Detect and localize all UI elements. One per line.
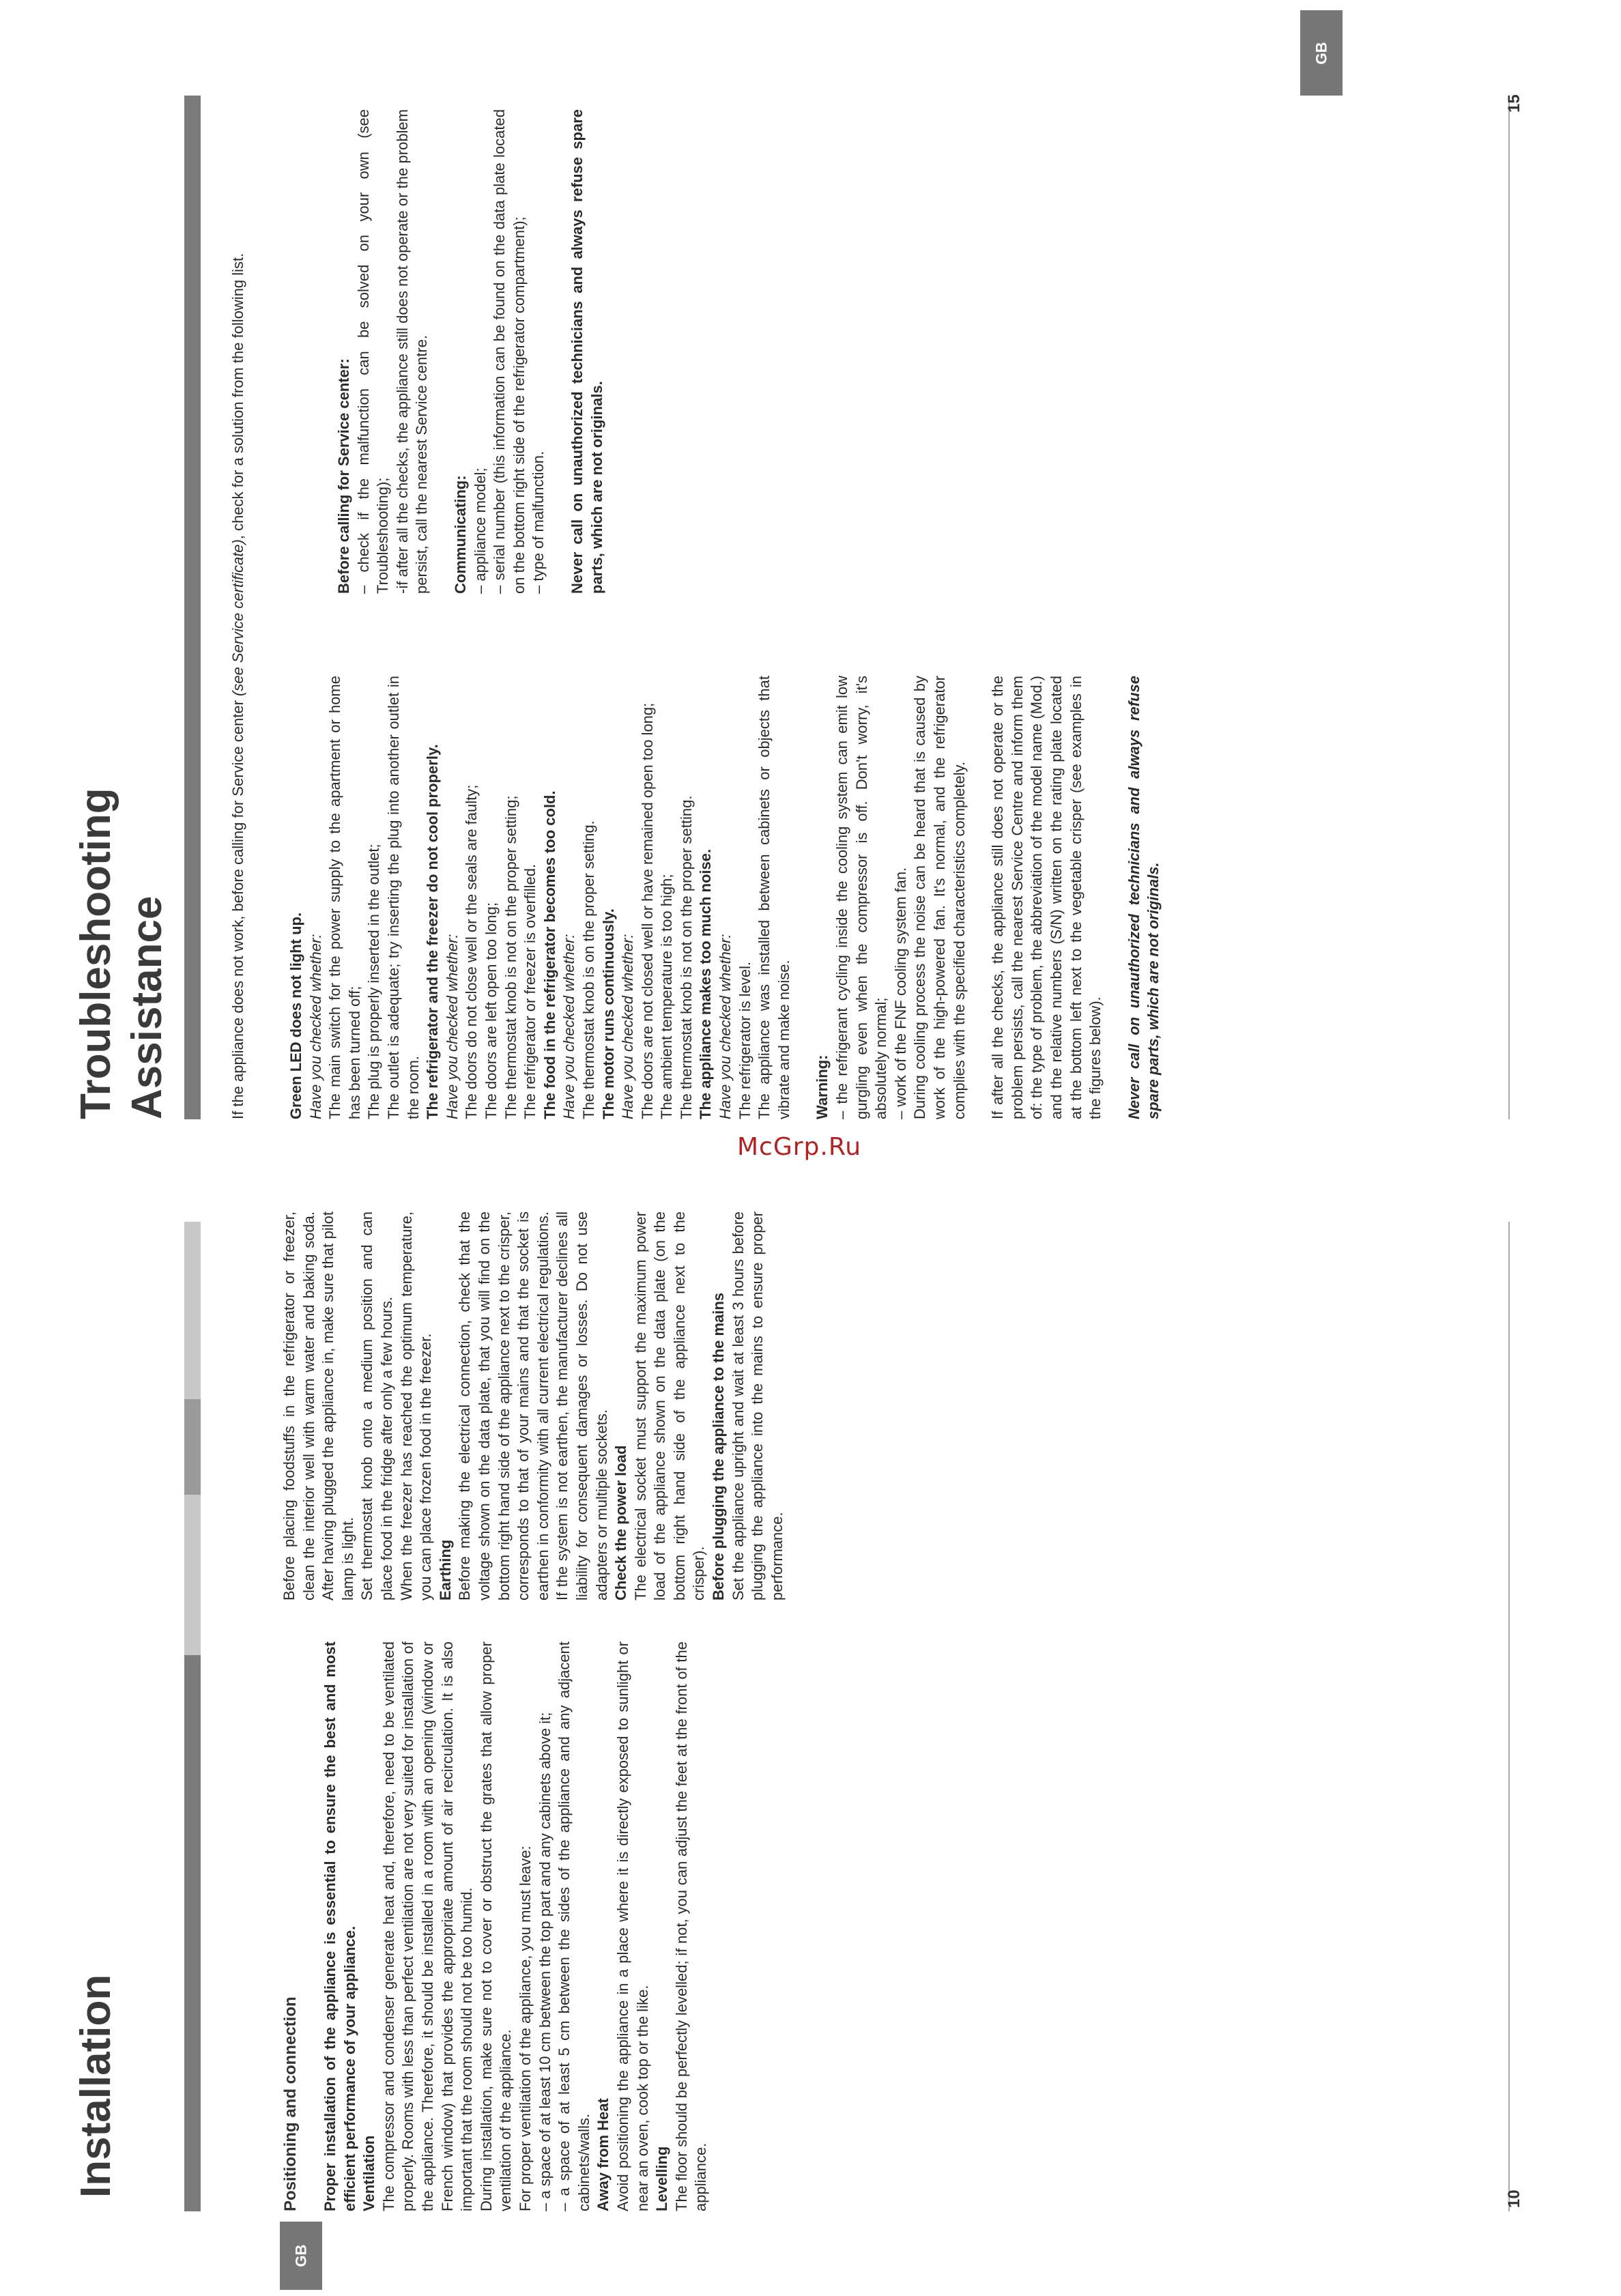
text-line: The doors are not closed well or have remained open too long; — [638, 702, 656, 1119]
section-heading: Communicating: — [451, 475, 469, 594]
right-page-language-tab — [1300, 10, 1343, 96]
rp-col2-text — [334, 109, 607, 594]
text-line: Before making the electrical connection, check that the voltage shown on the data plate, that you will find on the bottom right hand side of the appliance next to the crisper, corresponds to that of your mains and that the socket is earthen in conformity with all current electrical regulations. If the system is not earthen, the manufacturer declines all liability for consequent damages or losses. Do not use adapters or multiple sockets. — [456, 1211, 610, 1601]
text-line: , check for a solution from the following list. — [229, 253, 246, 540]
installation-column-2 — [280, 1211, 787, 1601]
text-line: (see Service certificate) — [229, 539, 246, 696]
text-line: The outlet is adequate; try inserting the plug into another outlet in the room. — [384, 676, 422, 1119]
right-tab-label: GB — [1312, 42, 1330, 64]
col1-text — [321, 1641, 711, 2211]
text-line: The refrigerator is level. — [736, 961, 754, 1119]
text-line: – the refrigerant cycling inside the cooling system can emit low gurgling even when the compressor is off. Don't worry, it's absolutely normal; — [833, 676, 890, 1119]
installation-title: Installation — [72, 1974, 119, 2198]
troubleshooting-title: Troubleshooting — [72, 788, 119, 1119]
positioning-header: Positioning and connection — [281, 1996, 300, 2211]
text-line: The doors do not close well or the seals are faulty; — [463, 784, 480, 1119]
col2-text — [280, 1211, 787, 1601]
text-line: Have you checked whether: — [717, 934, 734, 1119]
text-line: Have you checked whether: — [619, 934, 637, 1119]
spacer — [432, 109, 451, 594]
text-line: The doors are left open too long; — [482, 902, 500, 1119]
rp-col1-text — [287, 676, 1164, 1119]
section-heading: The appliance makes too much noise. — [697, 848, 715, 1119]
troubleshooting-column-1 — [287, 676, 1164, 1119]
text-line: The refrigerator or freezer is overfilled. — [521, 863, 539, 1119]
text-line: Set the appliance upright and wait at least 3 hours before plugging the appliance into the mains to ensure proper performance. — [729, 1211, 786, 1601]
section-heading: Levelling — [653, 2146, 671, 2211]
text-line: For proper ventilation of the appliance, you must leave: — [516, 1846, 534, 2211]
assistance-title: Assistance — [124, 895, 171, 1119]
section-heading: Before plugging the appliance to the mains — [710, 1292, 728, 1601]
section-heading: Check the power load — [612, 1445, 630, 1601]
text-line: Have you checked whether: — [443, 934, 461, 1119]
text-line: -if after all the checks, the appliance still does not operate or the problem persist, call the nearest Service centre. — [393, 109, 431, 594]
text-line: If after all the checks, the appliance still does not operate or the problem persists, call the nearest Service Centre and inform them of: the type of problem, the abbreviation of the model name (Mod.) and the relative numbers (S/N) written on the rating plate located at the bottom left next to the vegetable crisper (see examples in the figures below). — [989, 676, 1104, 1119]
section-heading: Proper installation of the appliance is essential to ensure the best and most efficient performance of your appliance. — [321, 1641, 358, 2211]
text-line: When the freezer has reached the optimum temperature, you can place frozen food in the freezer. — [397, 1211, 435, 1601]
section-heading: The refrigerator and the freezer do not cool properly. — [424, 744, 442, 1119]
text-line: The appliance was installed between cabinets or objects that vibrate and make noise. — [756, 676, 792, 1119]
spacer — [1106, 676, 1125, 1119]
text-line: – a space of at least 10 cm between the top part and any cabinets above it; — [536, 1712, 554, 2211]
left-page-mid-bar — [184, 1399, 201, 1495]
assistance-column-2 — [334, 109, 607, 594]
text-line: The compressor and condenser generate heat and, therefore, need to be ventilated properly. Rooms with less than perfect ventilation are not very suited for installation of the appliance. Therefore, it should be installed in a room with an opening (window or French window) that provides the appropriate amount of air recirculation. It is also important that the room should not be too humid. — [379, 1641, 476, 2211]
text-line: Have you checked whether: — [306, 934, 324, 1119]
right-page-number: 15 — [1505, 94, 1523, 113]
text-line: During installation, make sure not to cover or obstruct the grates that allow proper ventilation of the appliance. — [477, 1641, 515, 2211]
spacer — [969, 676, 988, 1119]
text-line: The floor should be perfectly levelled; if not, you can adjust the feet at the front of the appliance. — [672, 1641, 710, 2211]
section-heading: Warning: — [814, 1054, 831, 1119]
text-line: Set thermostat knob onto a medium position and can place food in the fridge after only a few hours. — [358, 1211, 395, 1601]
spacer — [794, 676, 813, 1119]
text-line: – work of the FNF cooling system fan. — [891, 867, 909, 1119]
spacer — [549, 109, 568, 594]
text-line: The plug is properly inserted in the outlet; — [365, 844, 383, 1119]
left-page-dark-bar-bottom — [184, 1655, 201, 2211]
section-heading: Away from Heat — [594, 2098, 612, 2211]
left-page-language-tab — [280, 2222, 322, 2290]
text-line: The thermostat knob is not on the proper setting. — [677, 795, 695, 1119]
text-line: If the appliance does not work, before calling for Service center — [229, 695, 246, 1119]
section-heading: Earthing — [436, 1539, 454, 1601]
section-heading: Green LED does not light up. — [287, 912, 304, 1119]
section-heading: Never call on unauthorized technicians and always refuse spare parts, which are not originals. — [1125, 676, 1162, 1119]
watermark: McGrp.Ru — [737, 1133, 862, 1161]
text-line: The thermostat knob is not on the proper setting; — [502, 795, 519, 1119]
left-page-light-bar — [184, 1495, 201, 1655]
text-line: – a space of at least 5 cm between the sides of the appliance and any adjacent cabinets/walls. — [556, 1641, 592, 2211]
left-tab-label: GB — [292, 2244, 309, 2267]
text-line: Avoid positioning the appliance in a place where it is directly exposed to sunlight or near an oven, cook top or the like. — [614, 1641, 651, 2211]
text-line: – type of malfunction. — [530, 450, 547, 594]
text-line: The electrical socket must support the maximum power load of the appliance shown on the data plate (on the bottom right hand side of the appliance next to the crisper). — [631, 1211, 708, 1601]
text-line: – serial number (this information can be found on the data plate located on the bottom right side of the refrigerator compartment); — [491, 109, 528, 594]
left-page-light-bar-top — [184, 1222, 201, 1399]
section-heading: The motor runs continuously. — [599, 908, 617, 1119]
right-page-rule — [1508, 96, 1510, 1119]
text-line: The thermostat knob is on the proper setting. — [579, 820, 597, 1119]
troubleshooting-intro — [229, 232, 248, 1119]
text-line: – appliance model; — [471, 468, 489, 594]
installation-column-1 — [321, 1641, 711, 2211]
text-line: – check if the malfunction can be solved on your own (see Troubleshooting); — [354, 109, 392, 594]
section-heading: Before calling for Service center: — [335, 358, 352, 594]
section-heading: Never call on unauthorized technicians and always refuse spare parts, which are not originals. — [568, 109, 605, 594]
text-line: During cooling process the noise can be heard that is caused by work of the high-powered fan. It's normal, and the refrigerator complies with the specified characteristics completely. — [911, 676, 968, 1119]
text-line: Have you checked whether: — [560, 934, 578, 1119]
right-page-dark-bar — [184, 96, 201, 1119]
section-heading: Ventilation — [360, 2135, 378, 2211]
text-line: The main switch for the power supply to the apartment or home has been turned off; — [326, 676, 363, 1119]
left-page-rule — [1508, 1222, 1510, 2211]
section-heading: The food in the refrigerator becomes too cold. — [541, 790, 558, 1119]
text-line: The ambient temperature is too high; — [658, 874, 676, 1119]
text-line: Before placing foodstuffs in the refrigerator or freezer, clean the interior well with warm water and baking soda. After having plugged the appliance in, make sure that pilot lamp is light. — [281, 1211, 356, 1601]
intro-text — [229, 232, 248, 1119]
left-page-number: 10 — [1505, 2190, 1523, 2208]
